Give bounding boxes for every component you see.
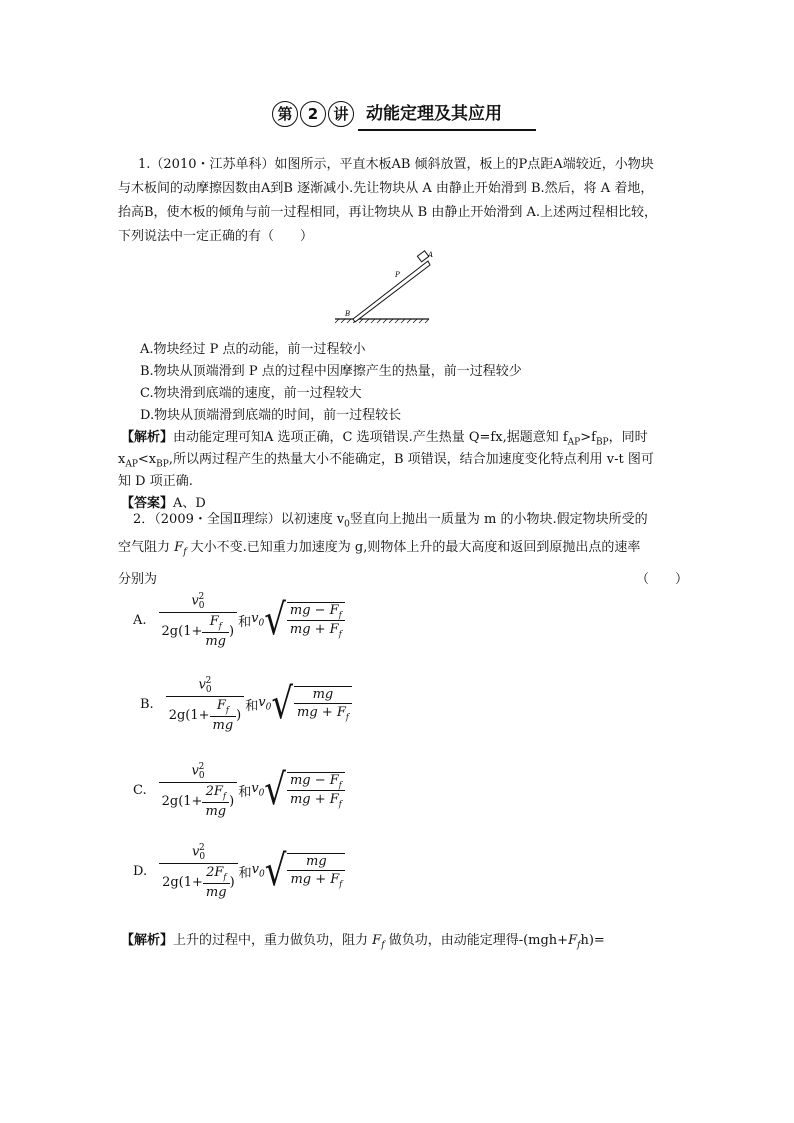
title-prefix: 第 [277, 105, 293, 123]
q2-option-b-height: $v_0^2$ 2g(1+ $\frac{F_f}{mg}$ ) [166, 676, 245, 733]
q2-a-den-post: ) [229, 623, 235, 639]
q2-option-a-speed: $\frac{mg - F_f}{mg + F_f}$ [287, 602, 345, 639]
q2-d-and: 和 [238, 865, 252, 881]
q2-b-num: v [198, 677, 206, 693]
label-p: P [395, 271, 400, 279]
q2-option-c-speed: $\frac{mg - F_f}{mg + F_f}$ [287, 772, 345, 809]
q1-option-c: C.物块滑到底端的速度，前一过程较大 [140, 386, 362, 401]
q2-option-b [140, 676, 352, 733]
q2-analysis-ff-2: $F_f$ [568, 933, 581, 951]
q1-analysis-line3: 知 D 项正确. [118, 474, 193, 489]
title-suffix: 讲 [333, 105, 349, 123]
q2-analysis-c: h)= [580, 933, 605, 948]
q1-option-a: A.物块经过 P 点的动能，前一过程较小 [140, 342, 366, 357]
q2-c-sqrt-den: mg + F [289, 792, 339, 808]
q2-option-a [133, 592, 345, 649]
q2-b-and: 和 [245, 698, 259, 714]
q2-a-inner-num: F [209, 613, 219, 629]
q1-lt: <x [137, 452, 157, 467]
q1-analysis-text1: 由动能定理可知A 选项正确，C 选项错误.产生热量 Q=fx,据题意知 f [173, 430, 568, 445]
q2-a-v0: $v_0$ [251, 611, 265, 630]
q2-d-den-post: ) [229, 874, 235, 890]
title-number: 2 [307, 105, 319, 123]
q2-b-den-pre: 2g(1+ [168, 707, 210, 723]
title-underline [358, 129, 536, 131]
q2-a-inner-den: mg [202, 632, 229, 649]
title-circle-number [300, 101, 326, 127]
q2-option-c [133, 762, 345, 819]
q2-line2-a: 空气阻力 [118, 540, 171, 555]
q2-analysis-b: 做负功，由动能定理得-(mgh+ [388, 933, 569, 948]
q2-line2-b: 大小不变.已知重力加速度为 g,则物体上升的最大高度和返回到原抛出点的速率 [190, 540, 641, 555]
q2-c-inner-den: mg [202, 802, 229, 819]
q1-analysis-line2 [118, 449, 654, 476]
q2-option-c-label: C. [133, 782, 147, 798]
q2-line2 [118, 534, 640, 567]
q2-option-b-label: B. [140, 696, 154, 712]
q1-option-d: D.物块从顶端滑到底端的时间，前一过程较长 [140, 408, 402, 423]
q2-ff-symbol: $F_f$ [174, 540, 187, 558]
q2-line1-a: 2．（2009・全国Ⅱ理综）以初速度 v [133, 512, 345, 527]
q2-analysis-a: 上升的过程中，重力做负功，阻力 [173, 933, 369, 948]
q2-c-den-post: ) [229, 793, 235, 809]
sqrt-icon: √ [271, 679, 294, 730]
q2-paren: （ ） [636, 572, 689, 587]
q2-d-sqrt-num: mg [306, 854, 327, 870]
label-b: B [345, 310, 351, 318]
q2-c-num: v [191, 763, 199, 779]
q2-a-sqrt-num: mg − F [289, 602, 339, 618]
q1-tail1: ，同时 [608, 430, 648, 445]
q2-d-num: v [191, 844, 200, 860]
q2-a-and: 和 [238, 614, 252, 630]
q2-b-inner-den: mg [210, 716, 237, 733]
q2-analysis-ff-1: $F_f$ [372, 933, 385, 951]
title-circle-prefix [272, 101, 298, 127]
q1-analysis-label: 【解析】 [121, 430, 174, 445]
sqrt-icon: √ [264, 846, 287, 897]
sqrt-icon: √ [264, 595, 286, 646]
q2-d-inner-num: 2F [206, 864, 224, 880]
q2-analysis [121, 930, 605, 957]
q2-analysis-label: 【解析】 [121, 933, 174, 948]
q2-b-inner-num: F [216, 697, 226, 713]
q1-option-b: B.物块从顶端滑到 P 点的过程中因摩擦产生的热量，前一过程较少 [140, 364, 522, 379]
q2-d-v0: $v_0$ [251, 862, 265, 881]
q2-d-inner-den: mg [203, 883, 230, 900]
q2-d-den-pre: 2g(1+ [162, 874, 203, 890]
q2-option-d-speed: $\frac{mg}{mg + F_f}$ [287, 853, 345, 889]
q1-x1: x [118, 452, 126, 467]
title-name: 动能定理及其应用 [366, 104, 502, 124]
q2-b-den-post: ) [236, 707, 242, 723]
q2-b-sqrt-num: mg [312, 687, 334, 703]
q1-x1-sub: AP [125, 459, 138, 470]
q2-line1-b: 竖直向上抛出一质量为 m 的小物块.假定物块所受的 [349, 512, 648, 527]
q1-sub-bp: BP [595, 437, 609, 448]
q2-a-sqrt-den: mg + F [289, 622, 339, 638]
label-a: A [428, 251, 434, 259]
q2-line3: 分别为 [118, 572, 158, 587]
q2-b-v0: $v_0$ [258, 695, 272, 714]
q1-x2-sub: BP [156, 459, 169, 470]
q2-line1-sub: 0 [344, 519, 350, 530]
incline-figure [335, 250, 435, 325]
title-circle-suffix [328, 101, 354, 127]
q1-answer-label: 【答案】 [121, 496, 174, 511]
q1-gt: >f [580, 430, 596, 445]
q2-option-a-label: A. [133, 612, 147, 628]
q2-c-sqrt-num: mg − F [289, 772, 339, 788]
q2-c-den-pre: 2g(1+ [161, 793, 203, 809]
q2-option-d-label: D. [133, 863, 148, 879]
q1-answer-value: A、D [173, 496, 206, 511]
q2-d-sqrt-den: mg + F [290, 872, 340, 888]
q1-sub-ap: AP [567, 437, 581, 448]
q2-option-b-speed: $\frac{mg}{mg + F_f}$ [294, 686, 352, 722]
sqrt-icon: √ [264, 765, 286, 816]
q2-c-inner-num: 2F [205, 783, 223, 799]
q2-option-d [133, 843, 345, 900]
incline-diagram [335, 250, 435, 325]
q2-a-den-pre: 2g(1+ [161, 623, 203, 639]
q1-stem: 1.（2010・江苏单科）如图所示，平直木板AB 倾斜放置，板上的P点距A端较近，小物块与木板间的动摩擦因数由A到B 逐渐减小.先让物块从 A 由静止开始滑到 B.然后，将 A 着地，抬高B，使木板的倾角与前一过程相同，再让物块从 B 由静止开始滑到 A.上述两过程相比较，下列说法中一定正确的有（ ） [118, 157, 658, 244]
q2-a-num: v [191, 593, 199, 609]
q2-b-sqrt-den: mg + F [297, 705, 346, 721]
q1-analysis-text2: ,所以两过程产生的热量大小不能确定，B 项错误，结合加速度变化特点利用 v-t 图可 [168, 452, 654, 467]
q2-c-v0: $v_0$ [251, 781, 265, 800]
q2-c-and: 和 [238, 784, 252, 800]
q2-option-a-height: $v_0^2$ 2g(1+ $\frac{F_f}{mg}$ ) [159, 592, 238, 649]
q2-option-d-height: $v_0^2$ 2g(1+ $\frac{2F_f}{mg}$ ) [159, 843, 238, 900]
q2-option-c-height: $v_0^2$ 2g(1+ $\frac{2F_f}{mg}$ ) [159, 762, 238, 819]
